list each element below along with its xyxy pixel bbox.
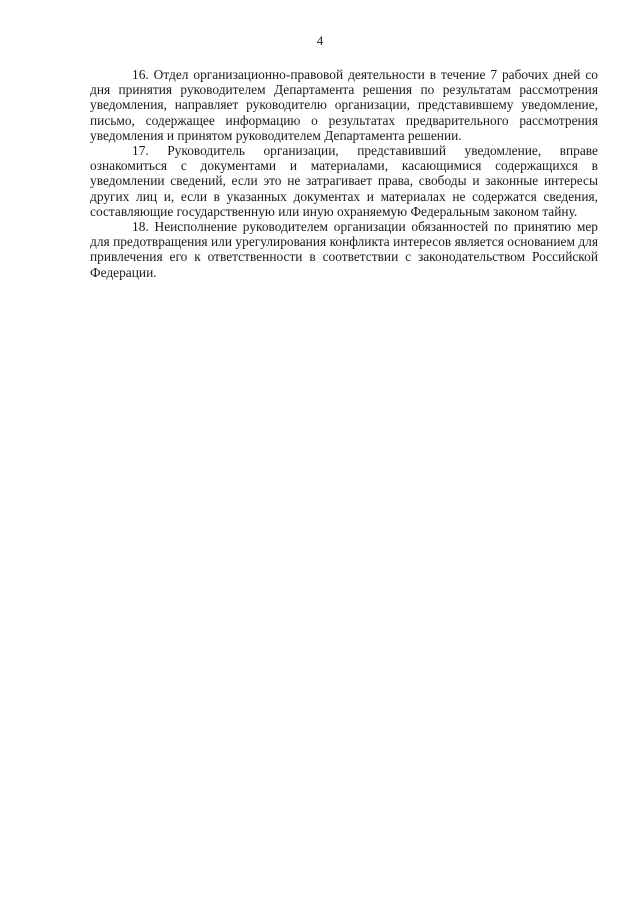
- paragraph-17: 17. Руководитель организации, представивший уведомление, вправе ознакомиться с документами и материалами, касающимися содержащихся в уведомлении сведений, если это не затрагивает права, свободы и законные интересы других лиц и, если в указанных документах и материалах не содержатся сведения, составляющие государственную или иную охраняемую Федеральным законом тайну.: [90, 143, 598, 219]
- page-number: 4: [316, 33, 324, 48]
- paragraph-18: 18. Неисполнение руководителем организации обязанностей по принятию мер для предотвращения или урегулирования конфликта интересов является основанием для привлечения его к ответственности в соответствии с законодательством Российской Федерации.: [90, 219, 598, 280]
- document-body: [90, 67, 598, 280]
- paragraph-16: 16. Отдел организационно-правовой деятельности в течение 7 рабочих дней со дня принятия руководителем Департамента решения по результатам рассмотрения уведомления, направляет руководителю организации, представившему уведомление, письмо, содержащее информацию о результатах предварительного рассмотрения уведомления и принятом руководителем Департамента решении.: [90, 67, 598, 143]
